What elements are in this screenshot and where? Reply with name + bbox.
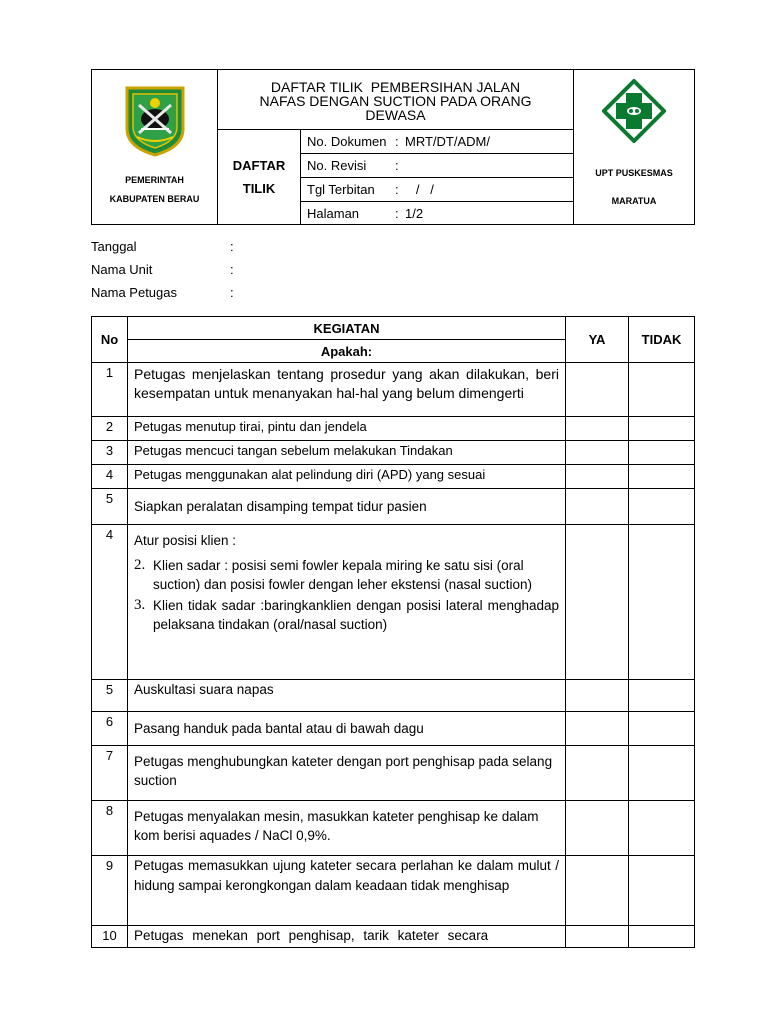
row-activity-intro: Atur posisi klien : [134, 533, 237, 548]
row-number: 3 [92, 441, 128, 465]
meta-sep: : [395, 158, 399, 173]
meta-sep: : [395, 134, 399, 149]
row-activity: Petugas menggunakan alat pelindung diri (APD) yang sesuai [128, 465, 566, 489]
right-org-line1: UPT PUSKESMAS [595, 168, 673, 178]
row-number: 5 [92, 489, 128, 525]
row-activity: Petugas menutup tirai, pintu dan jendela [128, 417, 566, 441]
meta-sep: : [395, 182, 399, 197]
document-title-line1: DAFTAR TILIK PEMBERSIHAN JALAN [270, 78, 521, 95]
sub-item-number: 2. [134, 557, 146, 573]
document-title-line2: NAFAS DENGAN SUCTION PADA ORANG [259, 92, 532, 109]
ya-check-cell[interactable] [566, 680, 629, 712]
ya-check-cell[interactable] [566, 856, 629, 926]
meta-tgl-terbitan [301, 178, 574, 202]
table-row [92, 525, 695, 680]
meta-no-revisi [301, 154, 574, 178]
left-logo-cell [92, 70, 218, 225]
document-title [218, 70, 574, 130]
table-row [92, 746, 695, 801]
row-number: 8 [92, 801, 128, 856]
row-number: 9 [92, 856, 128, 926]
ya-check-cell[interactable] [566, 417, 629, 441]
field-nama-petugas[interactable] [91, 283, 234, 306]
tidak-check-cell[interactable] [629, 417, 695, 441]
field-label: Nama Petugas [91, 285, 177, 300]
table-row [92, 489, 695, 525]
table-row [92, 465, 695, 489]
tidak-check-cell[interactable] [629, 465, 695, 489]
table-row [92, 926, 695, 948]
right-logo-cell [574, 70, 695, 225]
sub-item-number: 3. [134, 597, 146, 613]
ya-check-cell[interactable] [566, 712, 629, 746]
right-org-line2: MARATUA [611, 196, 657, 206]
row-number: 2 [92, 417, 128, 441]
ya-check-cell[interactable] [566, 363, 629, 417]
tidak-check-cell[interactable] [629, 363, 695, 417]
tidak-check-cell[interactable] [629, 680, 695, 712]
checklist-table [91, 316, 695, 948]
field-label: Tanggal [91, 239, 137, 254]
row-activity: Siapkan peralatan disamping tempat tidur pasien [128, 489, 566, 525]
document-type-line1: DAFTAR [232, 158, 286, 173]
column-header-no: No [92, 317, 128, 363]
sub-item-text: Klien sadar : posisi semi fowler kepala miring ke satu sisi (oral suction) dan posisi fowler dengan leher ekstensi (nasal suction) [153, 558, 532, 592]
table-row [92, 417, 695, 441]
sub-item-text: Klien tidak sadar :baringkanklien dengan posisi lateral menghadap pelaksana tindakan (oral/nasal suction) [153, 598, 559, 632]
tidak-check-cell[interactable] [629, 712, 695, 746]
table-row [92, 441, 695, 465]
column-header-tidak: TIDAK [629, 317, 695, 363]
form-fields [91, 237, 234, 306]
field-sep: : [230, 285, 234, 300]
kabupaten-berau-emblem-icon [124, 85, 186, 157]
row-number: 6 [92, 712, 128, 746]
ya-check-cell[interactable] [566, 746, 629, 801]
row-activity: Petugas menekan port penghisap, tarik kateter secara [128, 926, 566, 948]
tidak-check-cell[interactable] [629, 746, 695, 801]
meta-value: MRT/DT/ADM/ [405, 134, 490, 149]
row-number: 10 [92, 926, 128, 948]
meta-value: / / [405, 182, 434, 197]
row-number: 4 [92, 525, 128, 680]
tidak-check-cell[interactable] [629, 489, 695, 525]
meta-sep: : [395, 205, 399, 221]
column-header-ya: YA [566, 317, 629, 363]
table-row [92, 712, 695, 746]
row-activity: Petugas menyalakan mesin, masukkan kateter penghisap ke dalam kom berisi aquades / NaCl 0,9%. [128, 801, 566, 856]
meta-key: Tgl Terbitan [307, 182, 375, 197]
tidak-check-cell[interactable] [629, 441, 695, 465]
sub-item [134, 596, 559, 634]
sub-item [134, 556, 559, 594]
row-activity: Petugas memasukkan ujung kateter secara perlahan ke dalam mulut / hidung sampai kerongkongan dalam keadaan tidak menghisap [128, 856, 566, 926]
ya-check-cell[interactable] [566, 801, 629, 856]
field-nama-unit[interactable] [91, 260, 234, 283]
row-number: 1 [92, 363, 128, 417]
document-type-line2: TILIK [242, 181, 276, 196]
row-activity: Petugas menghubungkan kateter dengan port penghisap pada selang suction [128, 746, 566, 801]
row-number: 4 [92, 465, 128, 489]
puskesmas-cross-icon [602, 79, 666, 143]
tidak-check-cell[interactable] [629, 856, 695, 926]
document-header [91, 69, 695, 225]
tidak-check-cell[interactable] [629, 926, 695, 948]
table-row [92, 680, 695, 712]
left-org-line2: KABUPATEN BERAU [109, 194, 200, 204]
row-activity: Petugas mencuci tangan sebelum melakukan Tindakan [128, 441, 566, 465]
meta-no-dokumen [301, 130, 574, 154]
sub-list [134, 556, 559, 634]
tidak-check-cell[interactable] [629, 525, 695, 680]
meta-key: No. Revisi [307, 158, 367, 173]
row-activity [128, 525, 566, 680]
ya-check-cell[interactable] [566, 926, 629, 948]
row-number: 5 [92, 680, 128, 712]
row-activity: Pasang handuk pada bantal atau di bawah dagu [128, 712, 566, 746]
meta-halaman [301, 202, 574, 225]
column-header-kegiatan: KEGIATAN [128, 317, 566, 340]
ya-check-cell[interactable] [566, 441, 629, 465]
left-org-line1: PEMERINTAH [125, 175, 184, 185]
table-row [92, 856, 695, 926]
document-title-line3: DEWASA [365, 106, 426, 123]
field-sep: : [230, 239, 234, 254]
table-row [92, 801, 695, 856]
ya-check-cell[interactable] [566, 465, 629, 489]
tidak-check-cell[interactable] [629, 801, 695, 856]
meta-key: No. Dokumen [307, 134, 387, 149]
meta-value: 1/2 [405, 205, 424, 221]
document-type-cell [218, 130, 301, 225]
row-activity: Petugas menjelaskan tentang prosedur yang akan dilakukan, beri kesempatan untuk menanyakan hal-hal yang belum dimengerti [128, 363, 566, 417]
table-row [92, 363, 695, 417]
field-label: Nama Unit [91, 262, 153, 277]
row-number: 7 [92, 746, 128, 801]
ya-check-cell[interactable] [566, 525, 629, 680]
field-tanggal[interactable] [91, 237, 234, 260]
column-header-apakah: Apakah: [128, 340, 566, 363]
row-activity: Auskultasi suara napas [128, 680, 566, 712]
ya-check-cell[interactable] [566, 489, 629, 525]
meta-key: Halaman [307, 205, 360, 221]
field-sep: : [230, 262, 234, 277]
